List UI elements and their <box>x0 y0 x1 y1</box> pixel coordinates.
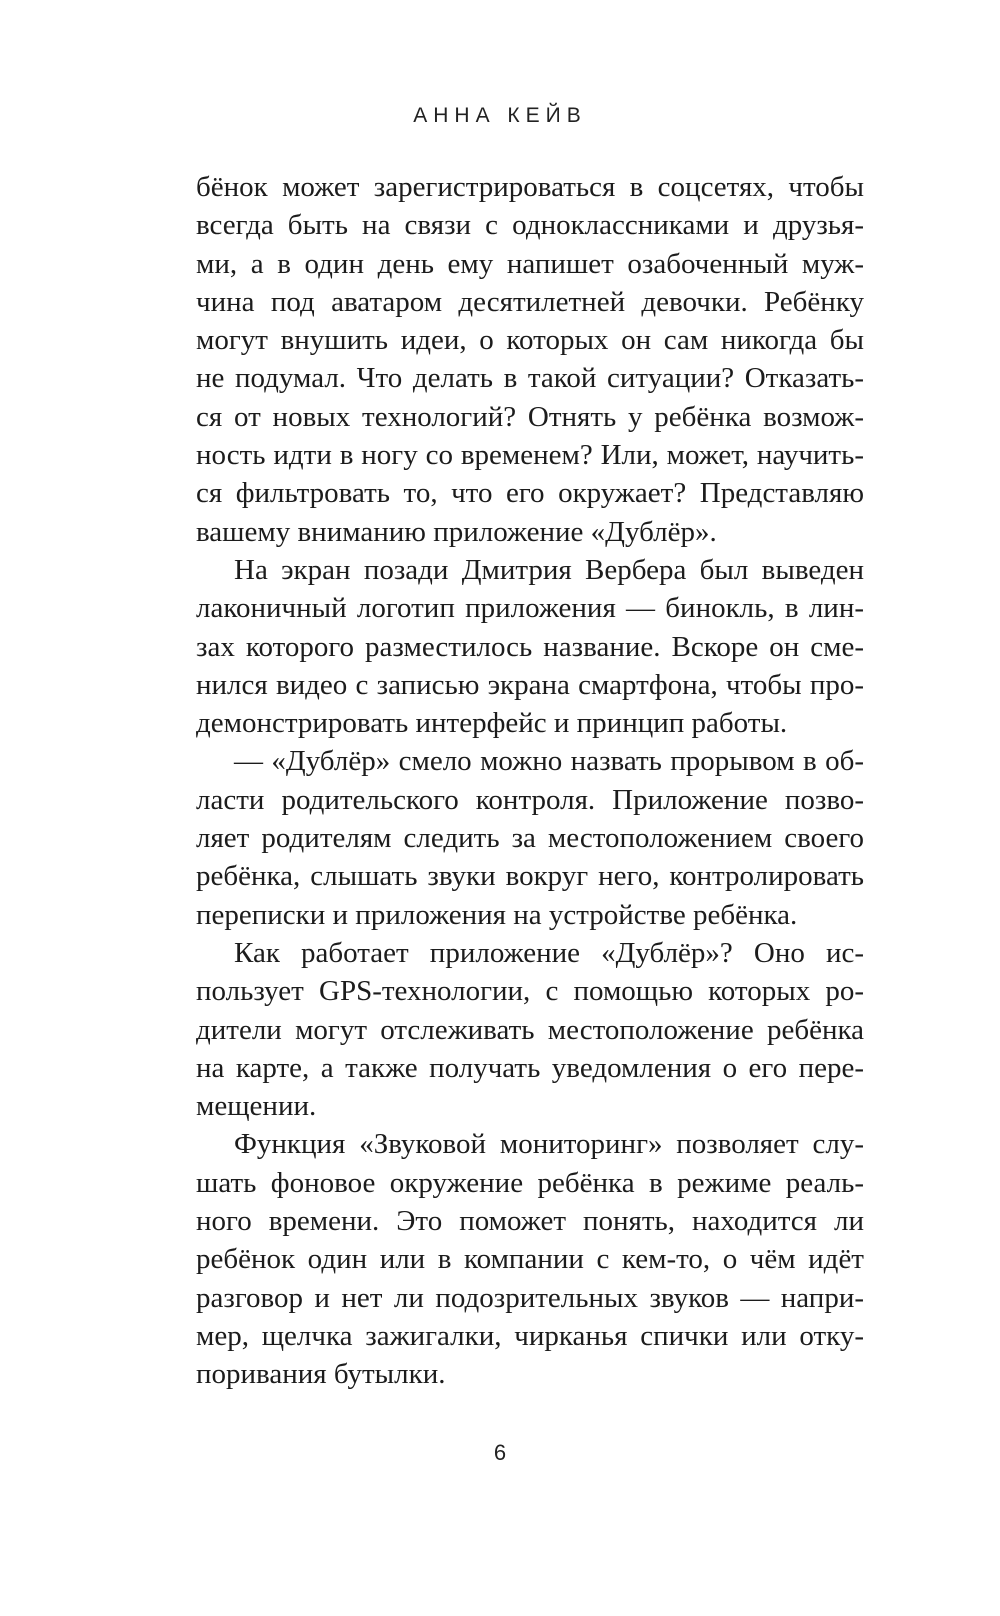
page-number: 6 <box>493 1440 507 1465</box>
paragraph <box>196 742 864 933</box>
text-line: шать фоновое окружение ребёнка в режиме реаль- <box>196 1166 864 1199</box>
text-line: могут внушить идеи, о которых он сам никогда бы <box>196 324 864 357</box>
text-line: На экран позади Дмитрия Вербера был выведен <box>234 553 864 586</box>
text-line: демонстрировать интерфейс и принцип работы. <box>196 707 788 740</box>
text-line: ласти родительского контроля. Приложение позво- <box>196 783 864 816</box>
text-line: мещении. <box>196 1090 317 1123</box>
text-line: лаконичный логотип приложения — бинокль, в лин- <box>196 592 864 625</box>
text-line: мер, щелчка зажигалки, чирканья спички или отку- <box>196 1319 864 1352</box>
text-line: ся фильтровать то, что его окружает? Представляю <box>196 477 864 510</box>
text-line: ного времени. Это поможет понять, находится ли <box>196 1205 864 1238</box>
text-line: нился видео с записью экрана смартфона, чтобы про- <box>196 668 864 701</box>
text-line: дители могут отслеживать местоположение ребёнка <box>196 1013 864 1046</box>
text-line: ми, а в один день ему напишет озабоченный муж- <box>196 247 864 280</box>
text-line: поривания бутылки. <box>196 1358 446 1391</box>
paragraph <box>196 551 864 742</box>
page-body-text <box>196 168 864 1394</box>
paragraph <box>196 934 864 1125</box>
text-line: не подумал. Что делать в такой ситуации? Отказать- <box>196 362 864 395</box>
text-line: чина под аватаром десятилетней девочки. Ребёнку <box>196 285 864 318</box>
text-line: переписки и приложения на устройстве ребёнка. <box>196 898 798 931</box>
text-line: бёнок может зарегистрироваться в соцсетях, чтобы <box>196 171 864 203</box>
text-line: на карте, а также получать уведомления о его пере- <box>196 1051 864 1084</box>
text-line: ляет родителям следить за местоположением своего <box>196 822 864 855</box>
text-line: всегда быть на связи с одноклассниками и друзья- <box>196 209 864 242</box>
text-line: Функция «Звуковой мониторинг» позволяет слу- <box>234 1128 864 1161</box>
text-line: ребёнка, слышать звуки вокруг него, контролировать <box>196 860 864 893</box>
paragraph <box>196 168 864 551</box>
text-line: зах которого разместилось название. Вскоре он сме- <box>196 630 864 663</box>
text-line: ребёнок один или в компании с кем-то, о чём идёт <box>196 1243 864 1276</box>
text-line: — «Дублёр» смело можно назвать прорывом в об- <box>234 745 864 778</box>
paragraph <box>196 1125 864 1393</box>
text-line: вашему вниманию приложение «Дублёр». <box>196 515 717 548</box>
text-line: ность идти в ногу со временем? Или, может, научить- <box>196 439 864 472</box>
text-line: Как работает приложение «Дублёр»? Оно ис- <box>234 936 864 969</box>
text-line: ся от новых технологий? Отнять у ребёнка возмож- <box>196 400 864 433</box>
text-line: пользует GPS-технологии, с помощью которых ро- <box>196 975 864 1008</box>
running-header-author: АННА КЕЙВ <box>413 104 587 127</box>
text-line: разговор и нет ли подозрительных звуков — напри- <box>196 1281 864 1314</box>
